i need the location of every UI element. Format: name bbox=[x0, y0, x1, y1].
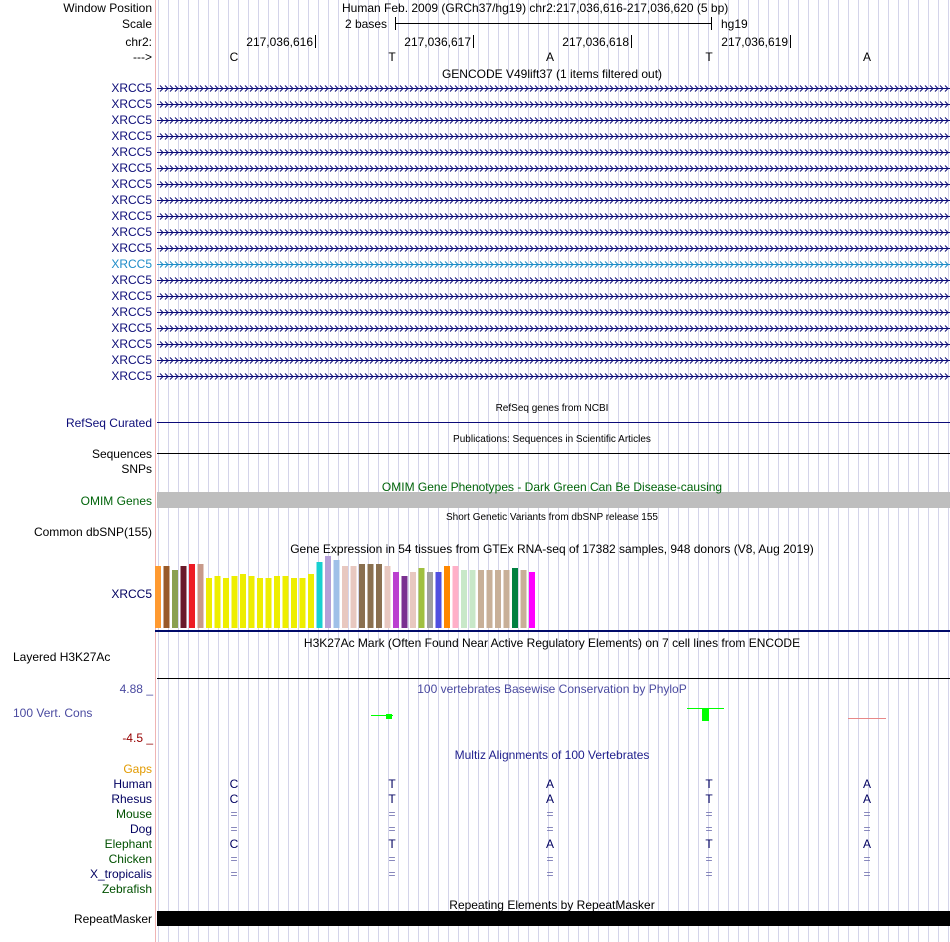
gtex-bar bbox=[189, 564, 195, 628]
gtex-bar bbox=[223, 578, 229, 628]
gencode-item-label[interactable]: XRCC5 bbox=[111, 289, 152, 303]
publications-label[interactable]: Sequences bbox=[91, 447, 152, 461]
ruler-tick-label: 217,036,617 bbox=[404, 35, 471, 49]
alignment-base: T bbox=[388, 837, 396, 851]
omim-title: OMIM Gene Phenotypes - Dark Green Can Be Disease-causing bbox=[381, 480, 723, 494]
gtex-bar bbox=[529, 572, 535, 628]
alignment-base: = bbox=[230, 852, 238, 866]
alignment-base: = bbox=[863, 822, 871, 836]
alignment-base: = bbox=[705, 852, 713, 866]
phylop-title: 100 vertebrates Basewise Conservation by PhyloP bbox=[417, 682, 687, 696]
alignment-base: A bbox=[862, 837, 872, 851]
dbsnp-label[interactable]: Common dbSNP(155) bbox=[33, 525, 152, 539]
window-position-label: Window Position bbox=[63, 1, 152, 15]
gtex-bar bbox=[393, 572, 399, 628]
gencode-item-label[interactable]: XRCC5 bbox=[111, 81, 152, 95]
base-letter: T bbox=[705, 50, 713, 64]
gencode-item-label[interactable]: XRCC5 bbox=[111, 209, 152, 223]
gtex-bar bbox=[274, 576, 280, 628]
gtex-bar bbox=[155, 566, 161, 628]
repeatmasker-label[interactable]: RepeatMasker bbox=[73, 912, 152, 926]
gencode-transcript bbox=[157, 358, 950, 364]
ruler-tick-label: 217,036,616 bbox=[246, 35, 313, 49]
publications-title: Publications: Sequences in Scientific Articles bbox=[453, 434, 651, 445]
gtex-bar bbox=[206, 578, 212, 628]
species-label: Human bbox=[113, 777, 152, 791]
alignment-base: C bbox=[229, 837, 239, 851]
db-label: hg19 bbox=[721, 17, 748, 31]
species-label: X_tropicalis bbox=[89, 867, 152, 881]
gtex-bar bbox=[317, 562, 323, 628]
gencode-transcript bbox=[157, 326, 950, 332]
gtex-bar bbox=[359, 564, 365, 628]
gencode-item-label[interactable]: XRCC5 bbox=[111, 113, 152, 127]
alignment-base: T bbox=[388, 792, 396, 806]
gtex-bar bbox=[512, 568, 518, 628]
gtex-bar bbox=[351, 566, 357, 628]
base-letter: T bbox=[388, 50, 396, 64]
alignment-base: C bbox=[229, 792, 239, 806]
gtex-bar bbox=[240, 574, 246, 628]
species-label: Chicken bbox=[108, 852, 152, 866]
gencode-item-label[interactable]: XRCC5 bbox=[111, 241, 152, 255]
assembly-position: Human Feb. 2009 (GRCh37/hg19) chr2:217,036,616-217,036,620 (5 bp) bbox=[342, 1, 729, 15]
gencode-item-label[interactable]: XRCC5 bbox=[111, 257, 152, 271]
gtex-bar bbox=[521, 570, 527, 628]
gtex-label[interactable]: XRCC5 bbox=[111, 587, 152, 601]
gencode-transcript bbox=[157, 198, 950, 204]
gtex-bar bbox=[257, 578, 263, 628]
phylop-label[interactable]: 100 Vert. Cons bbox=[13, 706, 93, 720]
alignment-base: = bbox=[705, 822, 713, 836]
repeatmasker-feature bbox=[157, 911, 950, 926]
gencode-item-label[interactable]: XRCC5 bbox=[111, 225, 152, 239]
scale-text: 2 bases bbox=[345, 17, 388, 31]
gtex-bar bbox=[172, 570, 178, 628]
alignment-base: A bbox=[545, 792, 555, 806]
gtex-bar bbox=[342, 566, 348, 628]
phylop-mark bbox=[702, 709, 709, 721]
alignment-base: = bbox=[388, 852, 396, 866]
gencode-item-label[interactable]: XRCC5 bbox=[111, 369, 152, 383]
chr-label: chr2: bbox=[125, 35, 152, 49]
gencode-item-label[interactable]: XRCC5 bbox=[111, 273, 152, 287]
gencode-item-label[interactable]: XRCC5 bbox=[111, 337, 152, 351]
species-label: Zebrafish bbox=[101, 882, 152, 896]
gencode-transcript bbox=[157, 134, 950, 140]
alignment-base: = bbox=[230, 807, 238, 821]
h3k27ac-label[interactable]: Layered H3K27Ac bbox=[13, 650, 111, 664]
gencode-item-label[interactable]: XRCC5 bbox=[111, 161, 152, 175]
alignment-base: A bbox=[545, 837, 555, 851]
gtex-bar bbox=[300, 578, 306, 628]
base-letter: A bbox=[545, 50, 555, 64]
gencode-transcript bbox=[157, 278, 950, 284]
alignment-base: = bbox=[863, 867, 871, 881]
gtex-bar bbox=[410, 572, 416, 628]
gtex-bar bbox=[385, 566, 391, 628]
gtex-bar bbox=[504, 570, 510, 628]
gencode-transcript bbox=[157, 86, 950, 92]
gencode-item-label[interactable]: XRCC5 bbox=[111, 97, 152, 111]
alignment-base: = bbox=[546, 867, 554, 881]
gtex-title: Gene Expression in 54 tissues from GTEx RNA-seq of 17382 samples, 948 donors (V8, Aug 2019) bbox=[290, 542, 814, 556]
gtex-bar bbox=[478, 570, 484, 628]
omim-label[interactable]: OMIM Genes bbox=[80, 494, 152, 508]
snps-label[interactable]: SNPs bbox=[121, 462, 152, 476]
gtex-bar bbox=[495, 570, 501, 628]
multiz-title: Multiz Alignments of 100 Vertebrates bbox=[454, 748, 650, 762]
gtex-bar bbox=[487, 570, 493, 628]
gtex-bar bbox=[444, 566, 450, 628]
gtex-bar bbox=[164, 566, 170, 628]
alignment-base: A bbox=[545, 777, 555, 791]
gencode-item-label[interactable]: XRCC5 bbox=[111, 193, 152, 207]
refseq-title: RefSeq genes from NCBI bbox=[495, 403, 609, 414]
gtex-bar bbox=[198, 564, 204, 628]
gtex-bar bbox=[283, 576, 289, 628]
gaps-label: Gaps bbox=[123, 762, 152, 776]
alignment-base: T bbox=[705, 837, 713, 851]
alignment-base: = bbox=[863, 807, 871, 821]
gencode-item-label[interactable]: XRCC5 bbox=[111, 145, 152, 159]
gencode-transcript bbox=[157, 374, 950, 380]
alignment-base: = bbox=[230, 867, 238, 881]
gtex-bar bbox=[249, 576, 255, 628]
omim-feature bbox=[157, 492, 950, 508]
gtex-bar bbox=[334, 560, 340, 628]
refseq-label[interactable]: RefSeq Curated bbox=[65, 416, 152, 430]
base-letter: A bbox=[862, 50, 872, 64]
gencode-item-label[interactable]: XRCC5 bbox=[111, 177, 152, 191]
gencode-transcript bbox=[157, 294, 950, 300]
gtex-bar bbox=[325, 556, 331, 628]
alignment-base: T bbox=[388, 777, 396, 791]
ruler-tick-label: 217,036,618 bbox=[562, 35, 629, 49]
gtex-bar bbox=[232, 576, 238, 628]
gtex-bar bbox=[308, 574, 314, 628]
gtex-bar bbox=[266, 578, 272, 628]
scale-label: Scale bbox=[121, 17, 152, 31]
gencode-transcript bbox=[157, 262, 950, 268]
alignment-base: = bbox=[705, 807, 713, 821]
gtex-bar bbox=[453, 566, 459, 628]
alignment-base: A bbox=[862, 777, 872, 791]
alignment-base: T bbox=[705, 777, 713, 791]
alignment-base: = bbox=[388, 807, 396, 821]
alignment-base: = bbox=[546, 822, 554, 836]
gencode-item-label[interactable]: XRCC5 bbox=[111, 305, 152, 319]
gtex-bar bbox=[368, 564, 374, 628]
gencode-item-label[interactable]: XRCC5 bbox=[111, 353, 152, 367]
ruler-tick-label: 217,036,619 bbox=[721, 35, 788, 49]
gtex-bar bbox=[181, 566, 187, 628]
phylop-max-label: 4.88 _ bbox=[119, 682, 153, 696]
gtex-bar bbox=[427, 572, 433, 628]
gencode-transcript bbox=[157, 118, 950, 124]
alignment-base: T bbox=[705, 792, 713, 806]
gtex-bar bbox=[215, 576, 221, 628]
alignment-base: = bbox=[705, 867, 713, 881]
alignment-base: = bbox=[863, 852, 871, 866]
gtex-bar bbox=[376, 564, 382, 628]
base-letter: C bbox=[229, 50, 239, 64]
gtex-bar bbox=[402, 576, 408, 628]
gencode-transcript bbox=[157, 166, 950, 172]
gencode-transcript bbox=[157, 310, 950, 316]
gtex-bar bbox=[436, 572, 442, 628]
gencode-transcript bbox=[157, 342, 950, 348]
alignment-base: A bbox=[862, 792, 872, 806]
gencode-transcript bbox=[157, 182, 950, 188]
h3k27ac-title: H3K27Ac Mark (Often Found Near Active Regulatory Elements) on 7 cell lines from ENCODE bbox=[303, 636, 801, 650]
species-label: Elephant bbox=[104, 837, 152, 851]
dbsnp-title: Short Genetic Variants from dbSNP release 155 bbox=[446, 512, 658, 523]
alignment-base: = bbox=[388, 822, 396, 836]
gtex-bar bbox=[291, 578, 297, 628]
species-label: Dog bbox=[129, 822, 152, 836]
gencode-transcript bbox=[157, 214, 950, 220]
gencode-transcript bbox=[157, 102, 950, 108]
gtex-bar bbox=[419, 568, 425, 628]
gencode-item-label[interactable]: XRCC5 bbox=[111, 129, 152, 143]
species-label: Mouse bbox=[115, 807, 152, 821]
alignment-base: = bbox=[388, 867, 396, 881]
phylop-mark bbox=[386, 714, 392, 719]
alignment-base: C bbox=[229, 777, 239, 791]
gtex-bar bbox=[470, 570, 476, 628]
gencode-transcript bbox=[157, 246, 950, 252]
gencode-transcript bbox=[157, 150, 950, 156]
gencode-item-label[interactable]: XRCC5 bbox=[111, 321, 152, 335]
alignment-base: = bbox=[546, 852, 554, 866]
phylop-min-label: -4.5 _ bbox=[122, 731, 153, 745]
gtex-bar bbox=[461, 570, 467, 628]
strand-label: ---> bbox=[133, 50, 152, 64]
gencode-title: GENCODE V49lift37 (1 items filtered out) bbox=[441, 67, 663, 81]
gencode-transcript bbox=[157, 230, 950, 236]
species-label: Rhesus bbox=[111, 792, 152, 806]
alignment-base: = bbox=[546, 807, 554, 821]
repeatmasker-title: Repeating Elements by RepeatMasker bbox=[449, 898, 655, 912]
alignment-base: = bbox=[230, 822, 238, 836]
